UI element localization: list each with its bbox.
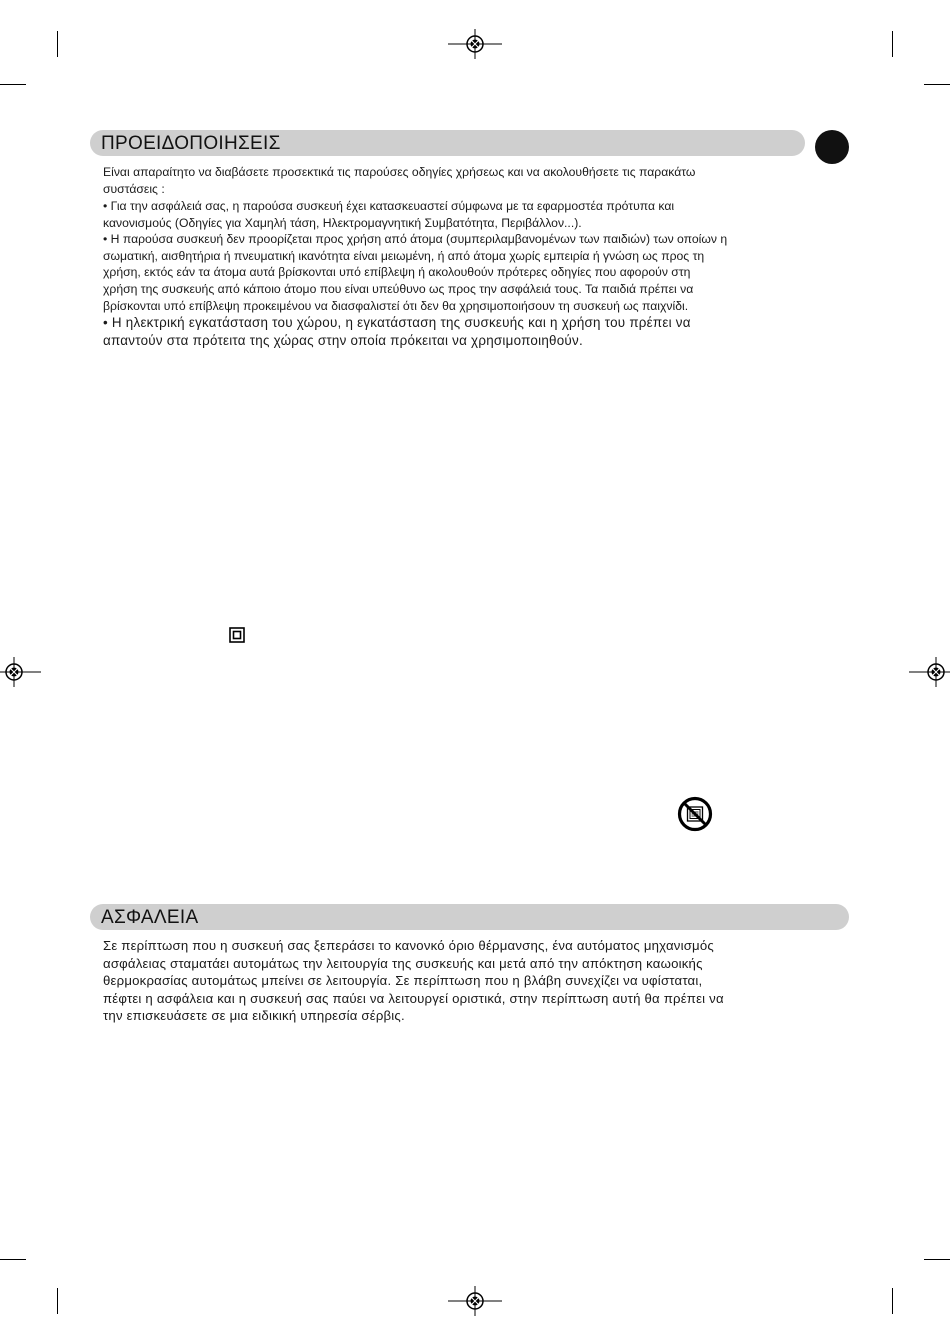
crop-mark	[892, 31, 893, 57]
text-line: κανονισμούς (Οδηγίες για Χαμηλή τάση, Ηλεκτρομαγνητική Συμβατότητα, Περιβάλλον...).	[103, 215, 582, 230]
registration-mark-icon	[0, 657, 41, 687]
text-line: απαντούν στα πρότειτα της χώρας στην οποία πρόκειται να χρησιμοποιηθούν.	[103, 332, 583, 348]
text-line: • Για την ασφάλειά σας, η παρούσα συσκευή έχει κατασκευαστεί σύμφωνα με τα εφαρμοστέα πρότυπα και	[103, 199, 675, 213]
safety-header-bar	[90, 904, 849, 930]
text-line: πέφτει η ασφάλεια και η συσκευή σας παύει να λειτουργεί οριστικά, στην περίπτωση αυτή θα πρέπει να	[103, 990, 724, 1006]
text-line: χρήση της συσκευής από κάποιο άτομο που είναι υπεύθυνο ως προς την ασφάλειά τους. Τα παιδιά πρέπει να	[103, 282, 694, 297]
text-line: βρίσκονται υπό επίβλεψη προκειμένου να διασφαλιστεί ότι δεν θα χρησιμοποιήσουν τη συσκευή ως παιχνίδι.	[103, 298, 689, 313]
warnings-header-bar	[90, 130, 805, 156]
crop-mark	[57, 1288, 58, 1314]
text-line: Σε περίπτωση που η συσκευή σας ξεπεράσει το κανονκό όριο θέρμανσης, ένα αυτόματος μηχανισμός	[103, 938, 714, 953]
text-line: Είναι απαραίτητο να διαβάσετε προσεκτικά τις παρούσες οδηγίες χρήσεως και να ακολουθήσετε τις παρακάτω	[103, 165, 696, 179]
warning-item-compliance	[103, 198, 853, 231]
text-line: σωματική, αισθητήρια ή πνευματική ικανότητα είναι μειωμένη, ή από άτομα χωρίς εμπειρία ή γνώση ως προς τη	[103, 248, 705, 263]
warning-item-supervision	[103, 231, 853, 315]
crop-mark	[924, 1259, 950, 1260]
warnings-heading: ΠΡΟΕΙΔΟΠΟΙΗΣΕΙΣ	[101, 133, 281, 154]
double-insulation-icon	[229, 627, 245, 643]
crop-mark	[924, 84, 950, 85]
text-line: • Η ηλεκτρική εγκατάσταση του χώρου, η εγκατάσταση της συσκευής και η χρήση του πρέπει να	[103, 315, 691, 330]
crop-mark	[57, 31, 58, 57]
do-not-cover-icon	[677, 796, 713, 832]
text-line: θερμοκρασίας αυτομάτως μπείνει σε λειτουργία. Σε περίπτωση που η βλάβη συνεχίζει να υφίσταται,	[103, 973, 703, 989]
language-tab-marker	[815, 130, 849, 164]
safety-heading: ΑΣΦΑΛΕΙΑ	[101, 907, 199, 928]
text-line: χρήση, εκτός εάν τα άτομα αυτά βρίσκονται υπό επίβλεψη ή ακολουθούν πρότερες οδηγίες που αφορούν στη	[103, 265, 691, 280]
registration-mark-icon	[448, 29, 502, 59]
crop-mark	[0, 1259, 26, 1260]
crop-mark	[892, 1288, 893, 1314]
text-line: την επισκευάσετε σε μια ειδικική υπηρεσία σέρβις.	[103, 1008, 405, 1024]
text-line: • Η παρούσα συσκευή δεν προορίζεται προς χρήση από άτομα (συμπεριλαμβανομένων των παιδιών) των οποίων η	[103, 232, 728, 246]
registration-mark-icon	[909, 657, 950, 687]
text-line: συστάσεις :	[103, 181, 165, 196]
warnings-intro	[103, 164, 853, 197]
crop-mark	[0, 84, 26, 85]
warning-item-installation	[103, 314, 853, 349]
registration-mark-icon	[448, 1286, 502, 1316]
text-line: ασφάλειας σταματάει αυτομάτως την λειτουργία της συσκευής και μετά από την απόκτηση καωοικής	[103, 955, 703, 971]
safety-text	[103, 937, 853, 1025]
